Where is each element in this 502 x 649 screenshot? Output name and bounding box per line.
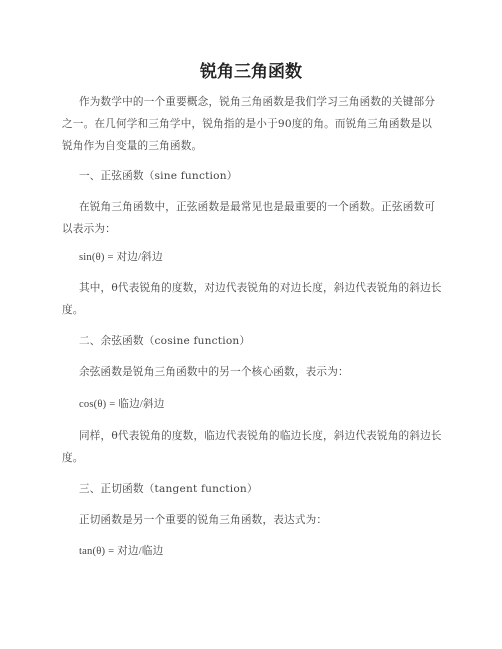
sine-explanation: 其中，θ代表锐角的度数，对边代表锐角的对边长度，斜边代表锐角的斜边长度。 xyxy=(62,282,442,316)
cosine-explanation: 同样，θ代表锐角的度数，临边代表锐角的临边长度，斜边代表锐角的斜边长度。 xyxy=(62,430,442,464)
section-heading-tangent: 三、正切函数（tangent function） xyxy=(78,483,258,495)
cosine-paragraph: 余弦函数是锐角三角函数中的另一个核心函数，表示为： xyxy=(78,366,349,378)
sine-formula: sin(θ) = 对边/斜边 xyxy=(78,252,163,263)
page-title: 锐角三角函数 xyxy=(200,62,302,82)
section-heading-cosine: 二、余弦函数（cosine function） xyxy=(78,335,251,347)
cosine-formula: cos(θ) = 临边/斜边 xyxy=(78,399,165,410)
tangent-paragraph: 正切函数是另一个重要的锐角三角函数，表达式为： xyxy=(78,514,328,526)
tangent-formula: tan(θ) = 对边/临边 xyxy=(78,546,164,557)
sine-paragraph: 在锐角三角函数中，正弦函数是最常见也是最重要的一个函数。正弦函数可以表示为： xyxy=(62,201,436,235)
intro-paragraph: 作为数学中的一个重要概念，锐角三角函数是我们学习三角函数的关键部分之一。在几何学和三角学中，锐角指的是小于90度的角。而锐角三角函数是以锐角作为自变量的三角函数。 xyxy=(62,96,436,152)
section-heading-sine: 一、正弦函数（sine function） xyxy=(78,170,238,182)
